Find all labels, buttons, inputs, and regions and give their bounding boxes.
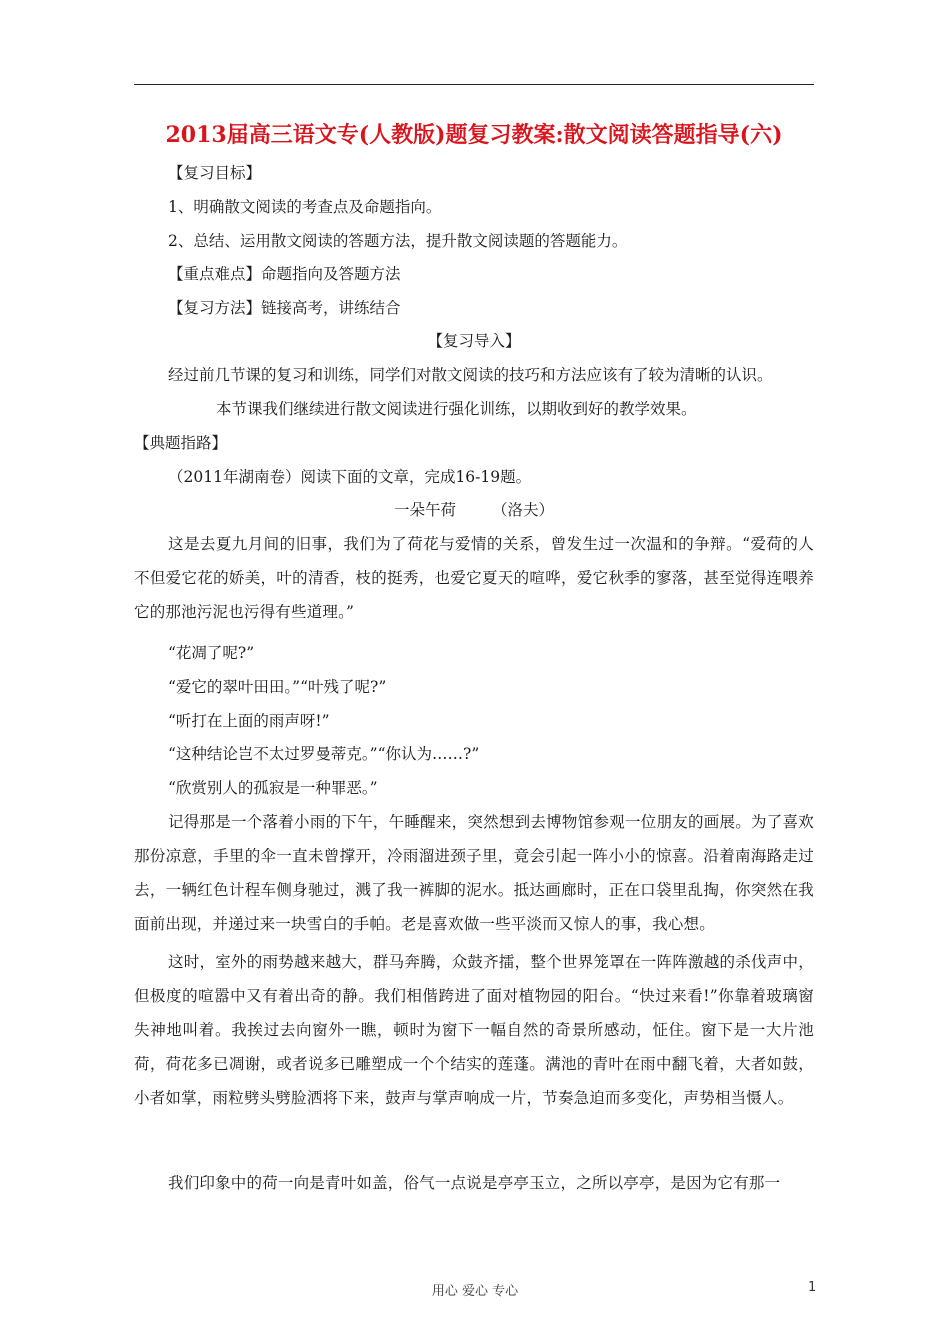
page-number: 1 — [808, 1280, 817, 1295]
dialogue-line-3: “听打在上面的雨声呀!” — [168, 712, 330, 730]
dialogue-line-5: “欣赏别人的孤寂是一种罪恶。” — [168, 779, 378, 797]
document-title: 2013届高三语文专(人教版)题复习教案:散文阅读答题指导(六) — [165, 122, 783, 148]
dialogue-line-2: “爱它的翠叶田田。”“叶残了呢?” — [168, 678, 387, 696]
intro-heading: 【复习导入】 — [427, 332, 521, 350]
footer-slogan: 用心 爱心 专心 — [431, 1284, 519, 1299]
dialogue-line-4: “这种结论岂不太过罗曼蒂克。”“你认为……?” — [168, 745, 480, 763]
review-goal-heading: 【复习目标】 — [168, 164, 262, 182]
key-points: 【重点难点】命题指向及答题方法 — [168, 265, 401, 283]
header-rule — [134, 84, 814, 85]
intro-paragraph-1: 经过前几节课的复习和训练，同学们对散文阅读的技巧和方法应该有了较为清晰的认识。 — [168, 366, 773, 384]
essay-paragraph-1: 这是去夏九月间的旧事，我们为了荷花与爱情的关系，曾发生过一次温和的争辩。“爱荷的人不但爱它花的娇美，叶的清香，枝的挺秀，也爱它夏天的喧哗，爱它秋季的寥落，甚至觉得连喂养它的那池污泥也污得有些道理。” — [134, 535, 814, 621]
essay-paragraph-3: 这时，室外的雨势越来越大，群马奔腾，众鼓齐擂，整个世界笼罩在一阵阵激越的杀伐声中，但极度的喧嚣中又有着出奇的静。我们相偕跨进了面对植物园的阳台。“快过来看!”你靠着玻璃窗失神地叫着。我挨过去向窗外一瞧，顿时为窗下一幅自然的奇景所感动，怔住。窗下是一大片池荷，荷花多已凋谢，或者说多已雕塑成一个个结实的莲蓬。满池的青叶在雨中翻飞着，大者如鼓，小者如掌，雨粒劈头劈脸洒将下来，鼓声与掌声响成一片，节奏急迫而多变化，声势相当慑人。 — [134, 953, 814, 1107]
dialogue-line-1: “花凋了呢?” — [168, 644, 255, 662]
review-method: 【复习方法】链接高考，讲练结合 — [168, 299, 401, 317]
goal-item-2: 2、总结、运用散文阅读的答题方法，提升散文阅读题的答题能力。 — [168, 232, 628, 250]
exam-source: （2011年湖南卷）阅读下面的文章，完成16-19题。 — [168, 468, 532, 486]
intro-paragraph-2: 本节课我们继续进行散文阅读进行强化训练，以期收到好的教学效果。 — [216, 400, 697, 418]
essay-heading — [134, 499, 814, 521]
example-heading: 【典题指路】 — [134, 434, 228, 452]
essay-title: 一朵午荷 — [393, 501, 456, 519]
essay-paragraph-4: 我们印象中的荷一向是青叶如盖，俗气一点说是亭亭玉立，之所以亭亭，是因为它有那一 — [168, 1174, 781, 1192]
goal-item-1: 1、明确散文阅读的考查点及命题指向。 — [168, 198, 442, 216]
essay-author: （洛夫） — [492, 501, 555, 519]
essay-paragraph-2: 记得那是一个落着小雨的下午，午睡醒来，突然想到去博物馆参观一位朋友的画展。为了喜欢那份凉意，手里的伞一直未曾撑开，冷雨溜进颈子里，竟会引起一阵小小的惊喜。沿着南海路走过去，一辆红色计程车侧身驰过，溅了我一裤脚的泥水。抵达画廊时，正在口袋里乱掏，你突然在我面前出现，并递过来一块雪白的手帕。老是喜欢做一些平淡而又惊人的事，我心想。 — [134, 813, 814, 933]
